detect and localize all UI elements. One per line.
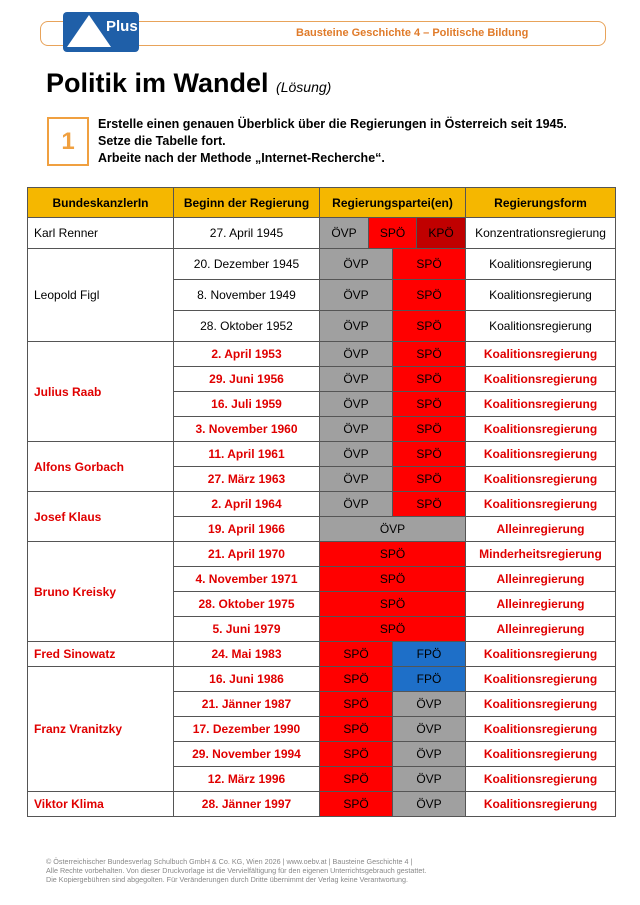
page-title-text: Politik im Wandel	[46, 68, 269, 98]
table-row	[28, 342, 616, 367]
chancellor-name: Josef Klaus	[28, 492, 174, 542]
header-chancellor: BundeskanzlerIn	[28, 188, 174, 218]
government-start-date: 2. April 1964	[174, 492, 320, 517]
chancellor-name: Julius Raab	[28, 342, 174, 442]
party-cell: ÖVP	[320, 280, 393, 311]
government-start-date: 21. Jänner 1987	[174, 692, 320, 717]
chancellor-name: Karl Renner	[28, 218, 174, 249]
party-cell: ÖVP	[393, 767, 466, 792]
footer	[46, 857, 606, 884]
government-start-date: 29. Juni 1956	[174, 367, 320, 392]
government-form: Koalitionsregierung	[466, 767, 616, 792]
party-cell: ÖVP	[393, 742, 466, 767]
government-start-date: 28. Jänner 1997	[174, 792, 320, 817]
government-start-date: 17. Dezember 1990	[174, 717, 320, 742]
party-cell: SPÖ	[320, 767, 393, 792]
government-start-date: 27. April 1945	[174, 218, 320, 249]
government-start-date: 19. April 1966	[174, 517, 320, 542]
page-title	[46, 68, 331, 99]
government-form: Alleinregierung	[466, 617, 616, 642]
chancellor-name: Alfons Gorbach	[28, 442, 174, 492]
task-line: Erstelle einen genauen Überblick über die Regierungen in Österreich seit 1945.	[98, 117, 567, 131]
government-form: Koalitionsregierung	[466, 392, 616, 417]
party-cell: ÖVP	[320, 342, 393, 367]
chancellor-name: Leopold Figl	[28, 249, 174, 342]
party-cell: ÖVP	[393, 692, 466, 717]
government-form: Koalitionsregierung	[466, 311, 616, 342]
party-cell: ÖVP	[320, 467, 393, 492]
government-start-date: 3. November 1960	[174, 417, 320, 442]
party-cell: ÖVP	[320, 442, 393, 467]
party-cell: SPÖ	[369, 218, 417, 249]
party-cell: SPÖ	[393, 392, 466, 417]
government-start-date: 12. März 1996	[174, 767, 320, 792]
party-cell: SPÖ	[320, 567, 466, 592]
table-row	[28, 642, 616, 667]
party-cell: SPÖ	[320, 642, 393, 667]
header-title: Bausteine Geschichte 4 – Politische Bildung	[296, 27, 529, 39]
government-form: Koalitionsregierung	[466, 249, 616, 280]
government-form: Koalitionsregierung	[466, 642, 616, 667]
chancellor-name: Fred Sinowatz	[28, 642, 174, 667]
government-start-date: 16. Juli 1959	[174, 392, 320, 417]
party-cell: SPÖ	[393, 249, 466, 280]
government-start-date: 28. Oktober 1975	[174, 592, 320, 617]
government-start-date: 20. Dezember 1945	[174, 249, 320, 280]
government-form: Koalitionsregierung	[466, 442, 616, 467]
header-form: Regierungsform	[466, 188, 616, 218]
party-cell: SPÖ	[393, 311, 466, 342]
chancellor-name: Viktor Klima	[28, 792, 174, 817]
table-row	[28, 542, 616, 567]
government-start-date: 4. November 1971	[174, 567, 320, 592]
party-cell: ÖVP	[320, 249, 393, 280]
government-start-date: 24. Mai 1983	[174, 642, 320, 667]
party-cell: ÖVP	[320, 311, 393, 342]
table-row	[28, 249, 616, 280]
government-form: Konzentrationsregierung	[466, 218, 616, 249]
government-start-date: 21. April 1970	[174, 542, 320, 567]
government-form: Koalitionsregierung	[466, 367, 616, 392]
party-cell: SPÖ	[320, 592, 466, 617]
party-cell: SPÖ	[320, 617, 466, 642]
government-form: Koalitionsregierung	[466, 417, 616, 442]
table-row	[28, 667, 616, 692]
footer-line: Die Kopiergebühren sind abgegolten. Für Veränderungen durch Dritte übernimmt der Verlag keine Verantwortung.	[46, 875, 408, 884]
government-table	[27, 187, 616, 817]
party-cell: SPÖ	[393, 442, 466, 467]
party-cell: ÖVP	[320, 367, 393, 392]
party-cell: SPÖ	[393, 280, 466, 311]
party-cell: ÖVP	[320, 218, 369, 249]
government-start-date: 27. März 1963	[174, 467, 320, 492]
government-form: Alleinregierung	[466, 592, 616, 617]
party-cell: ÖVP	[320, 392, 393, 417]
footer-line: © Österreichischer Bundesverlag Schulbuch GmbH & Co. KG, Wien 2026 | www.oebv.at | Bausteine Geschichte 4 |	[46, 857, 413, 866]
party-cell: ÖVP	[320, 417, 393, 442]
government-form: Minderheitsregierung	[466, 542, 616, 567]
task-instructions	[98, 116, 567, 167]
government-form: Koalitionsregierung	[466, 792, 616, 817]
triangle-logo-icon	[67, 15, 111, 47]
header-start: Beginn der Regierung	[174, 188, 320, 218]
party-cell: FPÖ	[393, 642, 466, 667]
party-cell: ÖVP	[320, 517, 466, 542]
party-cell: SPÖ	[320, 692, 393, 717]
government-form: Koalitionsregierung	[466, 492, 616, 517]
logo-text: Plus	[106, 18, 138, 35]
table-row	[28, 492, 616, 517]
government-start-date: 16. Juni 1986	[174, 667, 320, 692]
government-start-date: 5. Juni 1979	[174, 617, 320, 642]
government-form: Koalitionsregierung	[466, 717, 616, 742]
government-start-date: 29. November 1994	[174, 742, 320, 767]
party-cell: SPÖ	[320, 542, 466, 567]
party-cell: SPÖ	[320, 792, 393, 817]
government-form: Koalitionsregierung	[466, 692, 616, 717]
chancellor-name: Bruno Kreisky	[28, 542, 174, 642]
footer-line: Alle Rechte vorbehalten. Von dieser Druckvorlage ist die Vervielfältigung für den eigenen Unterrichtsgebrauch gestattet.	[46, 866, 427, 875]
party-cell: SPÖ	[393, 467, 466, 492]
party-cell: SPÖ	[393, 417, 466, 442]
government-form: Koalitionsregierung	[466, 667, 616, 692]
page-subtitle: (Lösung)	[276, 79, 332, 95]
government-start-date: 8. November 1949	[174, 280, 320, 311]
government-start-date: 28. Oktober 1952	[174, 311, 320, 342]
government-start-date: 11. April 1961	[174, 442, 320, 467]
party-cell: SPÖ	[393, 367, 466, 392]
government-start-date: 2. April 1953	[174, 342, 320, 367]
task-line: Arbeite nach der Methode „Internet-Recherche“.	[98, 151, 385, 165]
party-cell: ÖVP	[320, 492, 393, 517]
party-cell: SPÖ	[393, 492, 466, 517]
table-body	[28, 218, 616, 817]
table-header-row	[28, 188, 616, 218]
government-form: Koalitionsregierung	[466, 467, 616, 492]
party-cell: SPÖ	[320, 717, 393, 742]
header-parties: Regierungspartei(en)	[320, 188, 466, 218]
government-form: Alleinregierung	[466, 517, 616, 542]
party-cell: SPÖ	[393, 342, 466, 367]
party-cell: KPÖ	[417, 218, 466, 249]
task-number-box: 1	[47, 117, 89, 166]
table-row	[28, 218, 616, 249]
plus-logo	[63, 12, 139, 52]
government-form: Koalitionsregierung	[466, 280, 616, 311]
government-form: Koalitionsregierung	[466, 742, 616, 767]
party-cell: ÖVP	[393, 792, 466, 817]
party-cell: ÖVP	[393, 717, 466, 742]
party-cell: SPÖ	[320, 667, 393, 692]
government-form: Alleinregierung	[466, 567, 616, 592]
chancellor-name: Franz Vranitzky	[28, 667, 174, 792]
table-row	[28, 792, 616, 817]
party-cell: FPÖ	[393, 667, 466, 692]
table-row	[28, 442, 616, 467]
task-line: Setze die Tabelle fort.	[98, 134, 226, 148]
government-form: Koalitionsregierung	[466, 342, 616, 367]
party-cell: SPÖ	[320, 742, 393, 767]
